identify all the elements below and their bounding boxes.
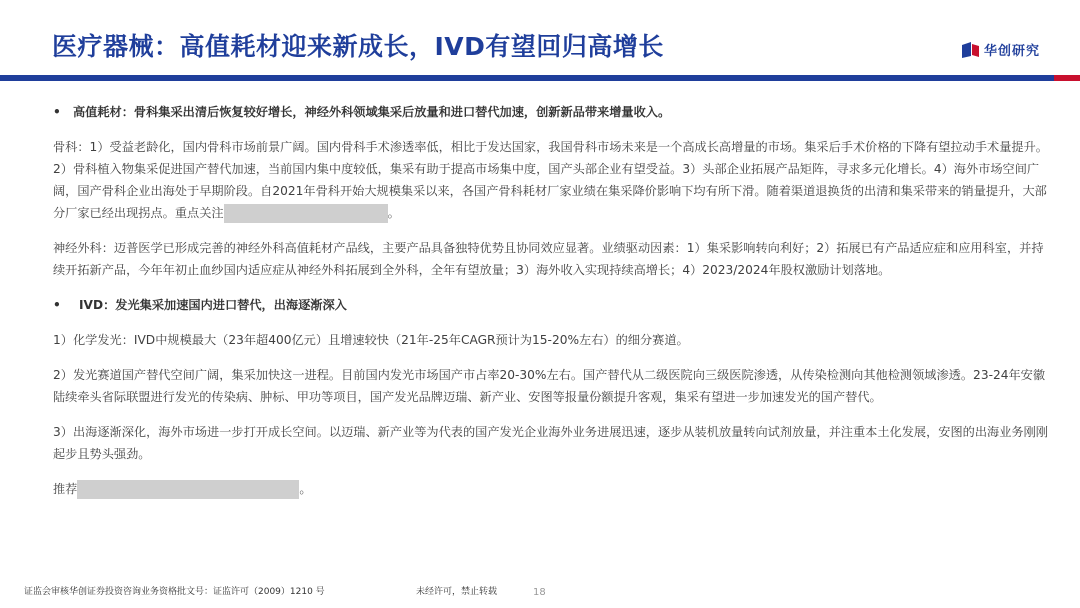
paragraph-text: 推荐 — [53, 482, 78, 496]
footer-license: 证监会审核华创证券投资咨询业务资格批文号：证监许可（2009）1210 号 — [24, 587, 325, 597]
paragraph-orthopedics — [53, 136, 1053, 224]
paragraph-ivd-1: 1）化学发光：IVD中规模最大（23年超400亿元）且增速较快（21年-25年CAGR预计为15-20%左右）的细分赛道。 — [53, 333, 689, 347]
page-title: 医疗器械：高值耗材迎来新成长，IVD有望回归高增长 — [52, 32, 664, 61]
header-divider — [0, 75, 1080, 81]
paragraph-ivd-3: 3）出海逐渐深化，海外市场进一步打开成长空间。以迈瑞、新产业等为代表的国产发光企业海外业务进展迅速，逐步从装机放量转向试剂放量，并注重本土化发展，安图的出海业务刚刚起步且势头强劲。 — [53, 425, 1048, 461]
paragraph-recommend — [53, 478, 1053, 500]
paragraph-neurosurgery: 神经外科：迈普医学已形成完善的神经外科高值耗材产品线，主要产品具备独特优势且协同效应显著。业绩驱动因素：1）集采影响转向利好；2）拓展已有产品适应症和应用科室，并持续开拓新产品，今年年初止血纱国内适应症从神经外科拓展到全外科，全年有望放量；3）海外收入实现持续高增长；4）2023/2024年股权激励计划落地。 — [53, 241, 1044, 277]
main-content — [53, 101, 1053, 513]
section-heading-high-value — [53, 101, 1053, 123]
page-number: 18 — [533, 587, 546, 598]
logo-mark-icon — [960, 41, 980, 59]
brand-logo — [960, 40, 1040, 59]
footer-notice: 未经许可，禁止转载 — [416, 587, 498, 597]
paragraph-ivd-2: 2）发光赛道国产替代空间广阔，集采加快这一进程。目前国内发光市场国产市占率20-30%左右。国产替代从二级医院向三级医院渗透，从传染检测向其他检测领域渗透。23-24年安徽陆续牵头省际联盟进行发光的传染病、肿标、甲功等项目，国产发光品牌迈瑞、新产业、安图等报量份额提升客观，集采有望进一步加速发光的国产替代。 — [53, 368, 1046, 404]
header-divider-accent — [1054, 75, 1080, 81]
redacted-block — [77, 480, 299, 499]
paragraph-end: 。 — [299, 482, 312, 496]
paragraph-end: 。 — [387, 206, 400, 220]
section-heading-ivd — [53, 294, 1053, 316]
bullet-icon: • — [53, 298, 61, 312]
heading-text: IVD：发光集采加速国内进口替代，出海逐渐深入 — [79, 298, 347, 312]
logo-text: 华创研究 — [983, 44, 1040, 59]
heading-text: 高值耗材：骨科集采出清后恢复较好增长，神经外科领域集采后放量和进口替代加速，创新新品带来增量收入。 — [73, 105, 671, 119]
bullet-icon: • — [53, 105, 61, 119]
paragraph-text: 骨科：1）受益老龄化，国内骨科市场前景广阔。国内骨科手术渗透率低，相比于发达国家，我国骨科市场未来是一个高成长高增量的市场。集采后手术价格的下降有望拉动手术量提升。2）骨科植入物集采促进国产替代加速，当前国内集中度较低，集采有助于提高市场集中度，国产头部企业有望受益。3）头部企业拓展产品矩阵，寻求多元化增长。4）海外市场空间广阔，国产骨科企业出海处于早期阶段。自2021年骨科开始大规模集采以来，各国产骨科耗材厂家业绩在集采降价影响下均有所下滑。随着渠道退换货的出清和集采带来的销量提升，大部分厂家已经出现拐点。重点关注 — [53, 140, 1048, 220]
redacted-block — [224, 204, 388, 223]
